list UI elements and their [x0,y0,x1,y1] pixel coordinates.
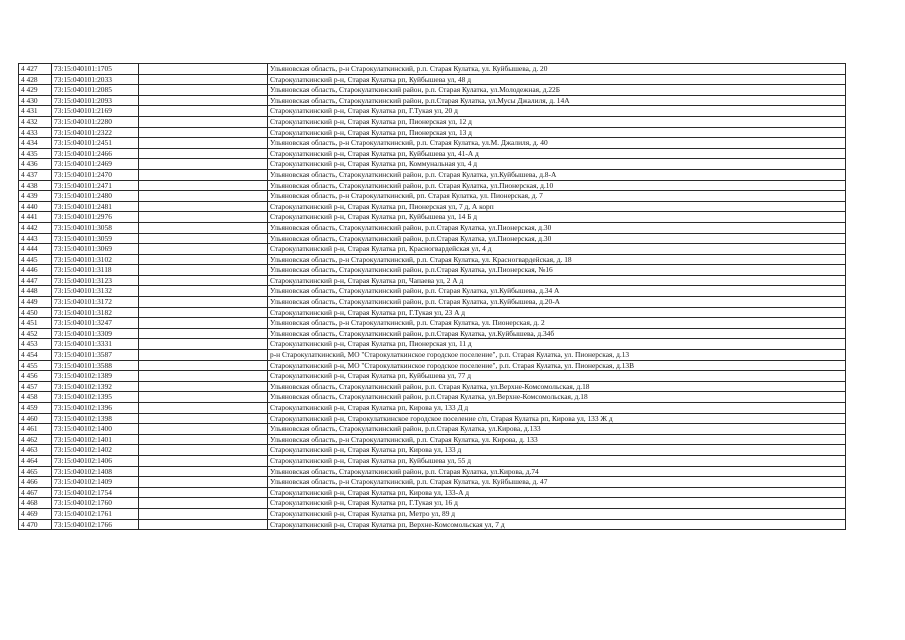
empty-cell [139,212,268,223]
address-cell: Старокулаткинский р-н, Старая Кулатка рп, Куйбышева ул, 77 д [268,371,846,382]
cadastral-number-cell: 73:15:040101:3331 [52,339,139,350]
empty-cell [139,286,268,297]
table-row [19,466,846,477]
table-row [19,392,846,403]
address-cell: Старокулаткинский р-н, Старая Кулатка рп, Г.Тукая ул, 16 д [268,498,846,509]
empty-cell [139,307,268,318]
table-row [19,508,846,519]
table-row [19,254,846,265]
address-cell: Ульяновская область, р-н Старокулаткинский, р.п. Старая Кулатка, ул. Красногвардейская, д. 18 [268,254,846,265]
table-row [19,286,846,297]
cadastral-number-cell: 73:15:040101:3588 [52,360,139,371]
table-row [19,148,846,159]
cadastral-number-cell: 73:15:040102:1409 [52,477,139,488]
table-row [19,413,846,424]
row-number-cell: 4 438 [19,180,52,191]
address-cell: Ульяновская область, Старокулаткинский район, р.п. Старая Кулатка, ул.Верхне-Комсомольская, д.18 [268,381,846,392]
row-number-cell: 4 456 [19,371,52,382]
cadastral-number-cell: 73:15:040101:3132 [52,286,139,297]
cadastral-number-cell: 73:15:040101:2481 [52,201,139,212]
table-row [19,328,846,339]
cadastral-number-cell: 73:15:040101:2322 [52,127,139,138]
table-row [19,222,846,233]
table-row [19,106,846,117]
cadastral-number-cell: 73:15:040101:2093 [52,95,139,106]
cadastral-number-cell: 73:15:040101:3118 [52,265,139,276]
registry-table [18,63,846,530]
row-number-cell: 4 468 [19,498,52,509]
cadastral-number-cell: 73:15:040101:2976 [52,212,139,223]
address-cell: Ульяновская область, Старокулаткинский район, р.п.Старая Кулатка, ул.Пионерская, д.30 [268,222,846,233]
cadastral-number-cell: 73:15:040102:1395 [52,392,139,403]
empty-cell [139,403,268,414]
table-row [19,318,846,329]
row-number-cell: 4 443 [19,233,52,244]
table-row [19,307,846,318]
table-row [19,350,846,361]
address-cell: Ульяновская область, Старокулаткинский район, р.п.Старая Кулатка, ул.Верхне-Комсомольская, д.18 [268,392,846,403]
empty-cell [139,64,268,75]
address-cell: Ульяновская область, р-н Старокулаткинский, р.п. Старая Кулатка, ул.М. Джалиля, д. 40 [268,138,846,149]
row-number-cell: 4 458 [19,392,52,403]
row-number-cell: 4 452 [19,328,52,339]
empty-cell [139,508,268,519]
row-number-cell: 4 461 [19,424,52,435]
table-row [19,339,846,350]
row-number-cell: 4 460 [19,413,52,424]
address-cell: Ульяновская область, Старокулаткинский район, р.п. Старая Кулатка, ул.Молодежная, д.22Б [268,85,846,96]
table-row [19,85,846,96]
row-number-cell: 4 457 [19,381,52,392]
address-cell: Старокулаткинский р-н, Старая Кулатка рп, Красногвардейская ул, 4 д [268,244,846,255]
address-cell: Ульяновская область, Старокулаткинский район, р.п. Старая Кулатка, ул.Куйбышева, д.34 А [268,286,846,297]
row-number-cell: 4 446 [19,265,52,276]
empty-cell [139,180,268,191]
empty-cell [139,371,268,382]
cadastral-number-cell: 73:15:040102:1766 [52,519,139,530]
row-number-cell: 4 437 [19,169,52,180]
row-number-cell: 4 447 [19,275,52,286]
cadastral-number-cell: 73:15:040101:3059 [52,233,139,244]
row-number-cell: 4 442 [19,222,52,233]
empty-cell [139,265,268,276]
row-number-cell: 4 436 [19,159,52,170]
cadastral-number-cell: 73:15:040102:1760 [52,498,139,509]
empty-cell [139,138,268,149]
cadastral-number-cell: 73:15:040102:1401 [52,434,139,445]
row-number-cell: 4 463 [19,445,52,456]
address-cell: Ульяновская область, Старокулаткинский район, р.п.Старая Кулатка, ул.Пионерская, №16 [268,265,846,276]
table-row [19,212,846,223]
empty-cell [139,74,268,85]
row-number-cell: 4 470 [19,519,52,530]
table-row [19,116,846,127]
cadastral-number-cell: 73:15:040101:2466 [52,148,139,159]
cadastral-number-cell: 73:15:040101:2169 [52,106,139,117]
address-cell: Ульяновская область, Старокулаткинский район, р.п.Старая Кулатка, ул.Пионерская, д.30 [268,233,846,244]
empty-cell [139,106,268,117]
table-row [19,297,846,308]
empty-cell [139,275,268,286]
address-cell: Старокулаткинский р-н, Старая Кулатка рп, Куйбышева ул, 14 Б д [268,212,846,223]
empty-cell [139,328,268,339]
empty-cell [139,360,268,371]
cadastral-number-cell: 73:15:040101:2280 [52,116,139,127]
address-cell: Старокулаткинский р-н, Старая Кулатка рп, Куйбышева ул, 55 д [268,455,846,466]
row-number-cell: 4 439 [19,191,52,202]
row-number-cell: 4 435 [19,148,52,159]
address-cell: Ульяновская область, Старокулаткинский район, р.п.Старая Кулатка, ул.Куйбышева, д.34б [268,328,846,339]
empty-cell [139,413,268,424]
table-row [19,244,846,255]
row-number-cell: 4 441 [19,212,52,223]
row-number-cell: 4 445 [19,254,52,265]
empty-cell [139,424,268,435]
table-row [19,519,846,530]
empty-cell [139,318,268,329]
empty-cell [139,381,268,392]
cadastral-number-cell: 73:15:040102:1402 [52,445,139,456]
address-cell: Старокулаткинский р-н, Старокулаткинское городское поселение с/п, Старая Кулатка рп, Кирова ул, 133 Ж д [268,413,846,424]
address-cell: Ульяновская область, р-н Старокулаткинский, р.п. Старая Кулатка, ул. Кирова, д. 133 [268,434,846,445]
empty-cell [139,350,268,361]
table-row [19,64,846,75]
row-number-cell: 4 469 [19,508,52,519]
cadastral-number-cell: 73:15:040102:1396 [52,403,139,414]
row-number-cell: 4 428 [19,74,52,85]
registry-rows [19,64,846,530]
address-cell: Ульяновская область, р-н Старокулаткинский, р.п. Старая Кулатка, ул. Пионерская, д. 2 [268,318,846,329]
cadastral-number-cell: 73:15:040101:1705 [52,64,139,75]
empty-cell [139,466,268,477]
row-number-cell: 4 430 [19,95,52,106]
table-row [19,95,846,106]
row-number-cell: 4 432 [19,116,52,127]
address-cell: Старокулаткинский р-н, Старая Кулатка рп, Пионерская ул, 12 д [268,116,846,127]
cadastral-number-cell: 73:15:040102:1398 [52,413,139,424]
table-row [19,180,846,191]
address-cell: Старокулаткинский р-н, Старая Кулатка рп, Кирова ул, 133 Д д [268,403,846,414]
table-row [19,191,846,202]
empty-cell [139,148,268,159]
cadastral-number-cell: 73:15:040101:2451 [52,138,139,149]
cadastral-number-cell: 73:15:040101:2471 [52,180,139,191]
address-cell: Старокулаткинский р-н, Старая Кулатка рп, Метро ул, 89 д [268,508,846,519]
table-row [19,477,846,488]
address-cell: Ульяновская область, Старокулаткинский район, р.п. Старая Кулатка, ул.Куйбышева, д.8-А [268,169,846,180]
table-row [19,381,846,392]
table-row [19,74,846,85]
row-number-cell: 4 449 [19,297,52,308]
empty-cell [139,487,268,498]
empty-cell [139,519,268,530]
address-cell: Старокулаткинский р-н, МО "Старокулаткинское городское поселение", р.п. Старая Кулатка, ул. Пионерская, д.13В [268,360,846,371]
table-row [19,424,846,435]
row-number-cell: 4 466 [19,477,52,488]
cadastral-number-cell: 73:15:040101:2469 [52,159,139,170]
table-row [19,371,846,382]
empty-cell [139,392,268,403]
row-number-cell: 4 465 [19,466,52,477]
address-cell: Старокулаткинский р-н, Старая Кулатка рп, Кирова ул, 133-А д [268,487,846,498]
row-number-cell: 4 459 [19,403,52,414]
empty-cell [139,233,268,244]
address-cell: Ульяновская область, р-н Старокулаткинский, рп. Старая Кулатка, ул. Пионерская, д. 7 [268,191,846,202]
empty-cell [139,477,268,488]
row-number-cell: 4 467 [19,487,52,498]
empty-cell [139,455,268,466]
table-row [19,233,846,244]
empty-cell [139,222,268,233]
table-row [19,127,846,138]
address-cell: Старокулаткинский р-н, Старая Кулатка рп, Пионерская ул, 7 д, А корп [268,201,846,212]
address-cell: Старокулаткинский р-н, Старая Кулатка рп, Чапаева ул, 2 А д [268,275,846,286]
address-cell: Старокулаткинский р-н, Старая Кулатка рп, Пионерская ул, 13 д [268,127,846,138]
empty-cell [139,445,268,456]
cadastral-number-cell: 73:15:040102:1408 [52,466,139,477]
address-cell: Старокулаткинский р-н, Старая Кулатка рп, Коммунальная ул, 4 д [268,159,846,170]
table-row [19,360,846,371]
cadastral-number-cell: 73:15:040101:3058 [52,222,139,233]
table-row [19,455,846,466]
cadastral-number-cell: 73:15:040102:1754 [52,487,139,498]
address-cell: Старокулаткинский р-н, Старая Кулатка рп, Г.Тукая ул, 20 д [268,106,846,117]
address-cell: Старокулаткинский р-н, Старая Кулатка рп, Кирова ул, 133 д [268,445,846,456]
empty-cell [139,339,268,350]
row-number-cell: 4 429 [19,85,52,96]
cadastral-number-cell: 73:15:040102:1392 [52,381,139,392]
table-row [19,275,846,286]
cadastral-number-cell: 73:15:040101:3102 [52,254,139,265]
empty-cell [139,159,268,170]
empty-cell [139,116,268,127]
row-number-cell: 4 431 [19,106,52,117]
empty-cell [139,297,268,308]
empty-cell [139,85,268,96]
address-cell: Ульяновская область, Старокулаткинский район, р.п.Старая Кулатка, ул.Кирова, д.133 [268,424,846,435]
empty-cell [139,169,268,180]
address-cell: Ульяновская область, Старокулаткинский район, р.п. Старая Кулатка, ул.Куйбышева, д.20-А [268,297,846,308]
cadastral-number-cell: 73:15:040101:2033 [52,74,139,85]
address-cell: Ульяновская область, Старокулаткинский район, р.п. Старая Кулатка, ул.Кирова, д.74 [268,466,846,477]
address-cell: Старокулаткинский р-н, Старая Кулатка рп, Пионерская ул, 11 д [268,339,846,350]
table-row [19,434,846,445]
address-cell: р-н Старокулаткинский, МО "Старокулаткинское городское поселение", р.п. Старая Кулатка, ул. Пионерская, д.13 [268,350,846,361]
row-number-cell: 4 444 [19,244,52,255]
cadastral-number-cell: 73:15:040101:3247 [52,318,139,329]
cadastral-number-cell: 73:15:040101:2085 [52,85,139,96]
address-cell: Старокулаткинский р-н, Старая Кулатка рп, Куйбышева ул, 41-А д [268,148,846,159]
row-number-cell: 4 454 [19,350,52,361]
cadastral-number-cell: 73:15:040101:3587 [52,350,139,361]
row-number-cell: 4 433 [19,127,52,138]
empty-cell [139,254,268,265]
table-row [19,445,846,456]
table-row [19,201,846,212]
address-cell: Старокулаткинский р-н, Старая Кулатка рп, Куйбышева ул, 48 д [268,74,846,85]
address-cell: Ульяновская область, Старокулаткинский район, р.п.Старая Кулатка, ул.Мусы Джалиля, д. 14А [268,95,846,106]
table-row [19,159,846,170]
cadastral-number-cell: 73:15:040101:3123 [52,275,139,286]
row-number-cell: 4 448 [19,286,52,297]
row-number-cell: 4 451 [19,318,52,329]
address-cell: Старокулаткинский р-н, Старая Кулатка рп, Верхне-Комсомольская ул, 7 д [268,519,846,530]
cadastral-number-cell: 73:15:040102:1389 [52,371,139,382]
cadastral-number-cell: 73:15:040101:3309 [52,328,139,339]
empty-cell [139,127,268,138]
empty-cell [139,434,268,445]
address-cell: Ульяновская область, р-н Старокулаткинский, р.п. Старая Кулатка, ул. Куйбышева, д. 47 [268,477,846,488]
row-number-cell: 4 462 [19,434,52,445]
row-number-cell: 4 427 [19,64,52,75]
row-number-cell: 4 440 [19,201,52,212]
table-row [19,169,846,180]
table-row [19,138,846,149]
address-cell: Старокулаткинский р-н, Старая Кулатка рп, Г.Тукая ул, 23 А д [268,307,846,318]
cadastral-number-cell: 73:15:040102:1761 [52,508,139,519]
empty-cell [139,201,268,212]
cadastral-number-cell: 73:15:040101:3172 [52,297,139,308]
cadastral-number-cell: 73:15:040102:1400 [52,424,139,435]
table-row [19,403,846,414]
cadastral-number-cell: 73:15:040101:3069 [52,244,139,255]
empty-cell [139,191,268,202]
address-cell: Ульяновская область, р-н Старокулаткинский, р.п. Старая Кулатка, ул. Куйбышева, д. 20 [268,64,846,75]
row-number-cell: 4 464 [19,455,52,466]
table-row [19,487,846,498]
row-number-cell: 4 450 [19,307,52,318]
cadastral-number-cell: 73:15:040101:2480 [52,191,139,202]
cadastral-number-cell: 73:15:040101:3182 [52,307,139,318]
empty-cell [139,498,268,509]
cadastral-number-cell: 73:15:040102:1406 [52,455,139,466]
row-number-cell: 4 455 [19,360,52,371]
row-number-cell: 4 453 [19,339,52,350]
row-number-cell: 4 434 [19,138,52,149]
table-row [19,265,846,276]
empty-cell [139,95,268,106]
address-cell: Ульяновская область, Старокулаткинский район, р.п. Старая Кулатка, ул.Пионерская, д.10 [268,180,846,191]
empty-cell [139,244,268,255]
table-row [19,498,846,509]
cadastral-number-cell: 73:15:040101:2470 [52,169,139,180]
